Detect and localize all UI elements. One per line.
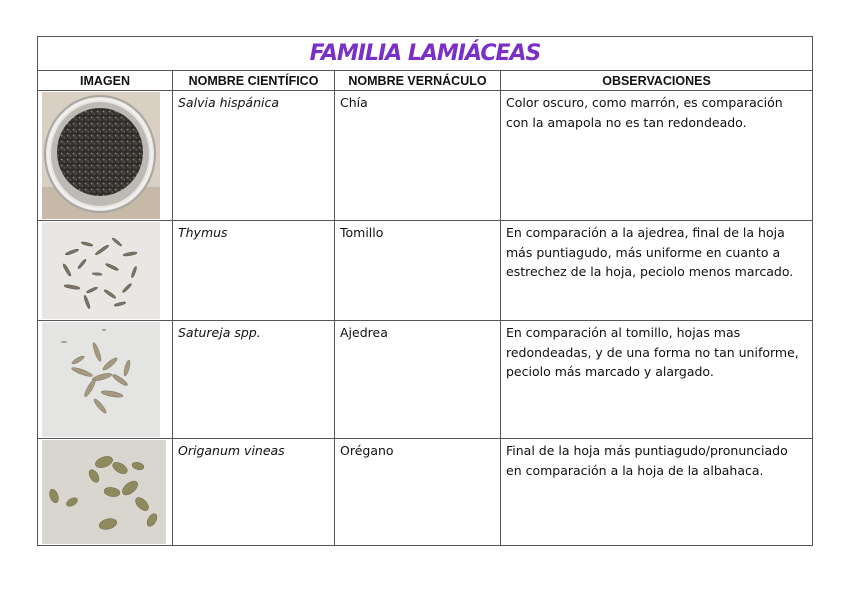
vernacular-name: Tomillo [335, 221, 501, 321]
savory-leaves-photo [42, 322, 160, 437]
header-row [38, 71, 813, 91]
table-row [38, 439, 813, 546]
vernacular-name: Ajedrea [335, 321, 501, 439]
image-cell [38, 439, 173, 546]
header-observations: OBSERVACIONES [501, 71, 813, 91]
vernacular-name: Orégano [335, 439, 501, 546]
species-table-sheet [37, 36, 812, 546]
scientific-name: Thymus [173, 221, 335, 321]
header-image: IMAGEN [38, 71, 173, 91]
header-scientific-name: NOMBRE CIENTÍFICO [173, 71, 335, 91]
thyme-leaves-photo [42, 222, 160, 319]
observations: En comparación a la ajedrea, final de la hoja más puntiagudo, más uniforme en cuanto a estrechez de la hoja, peciolo menos marcado. [501, 221, 813, 321]
table-row [38, 321, 813, 439]
oregano-leaves-photo [42, 440, 166, 544]
species-table [37, 36, 813, 546]
title-row [38, 37, 813, 71]
observations: En comparación al tomillo, hojas mas redondeadas, y de una forma no tan uniforme, peciolo más marcado y alargado. [501, 321, 813, 439]
observations: Final de la hoja más puntiagudo/pronunciado en comparación a la hoja de la albahaca. [501, 439, 813, 546]
table-row [38, 91, 813, 221]
table-title: FAMILIA LAMIÁCEAS [309, 41, 541, 66]
chia-seeds-jar-photo [42, 92, 160, 219]
image-cell [38, 221, 173, 321]
header-vernacular-name: NOMBRE VERNÁCULO [335, 71, 501, 91]
scientific-name: Salvia hispánica [173, 91, 335, 221]
title-cell [38, 37, 813, 71]
scientific-name: Satureja spp. [173, 321, 335, 439]
vernacular-name: Chía [335, 91, 501, 221]
table-row [38, 221, 813, 321]
image-cell [38, 321, 173, 439]
scientific-name: Origanum vineas [173, 439, 335, 546]
observations: Color oscuro, como marrón, es comparación con la amapola no es tan redondeado. [501, 91, 813, 221]
image-cell [38, 91, 173, 221]
